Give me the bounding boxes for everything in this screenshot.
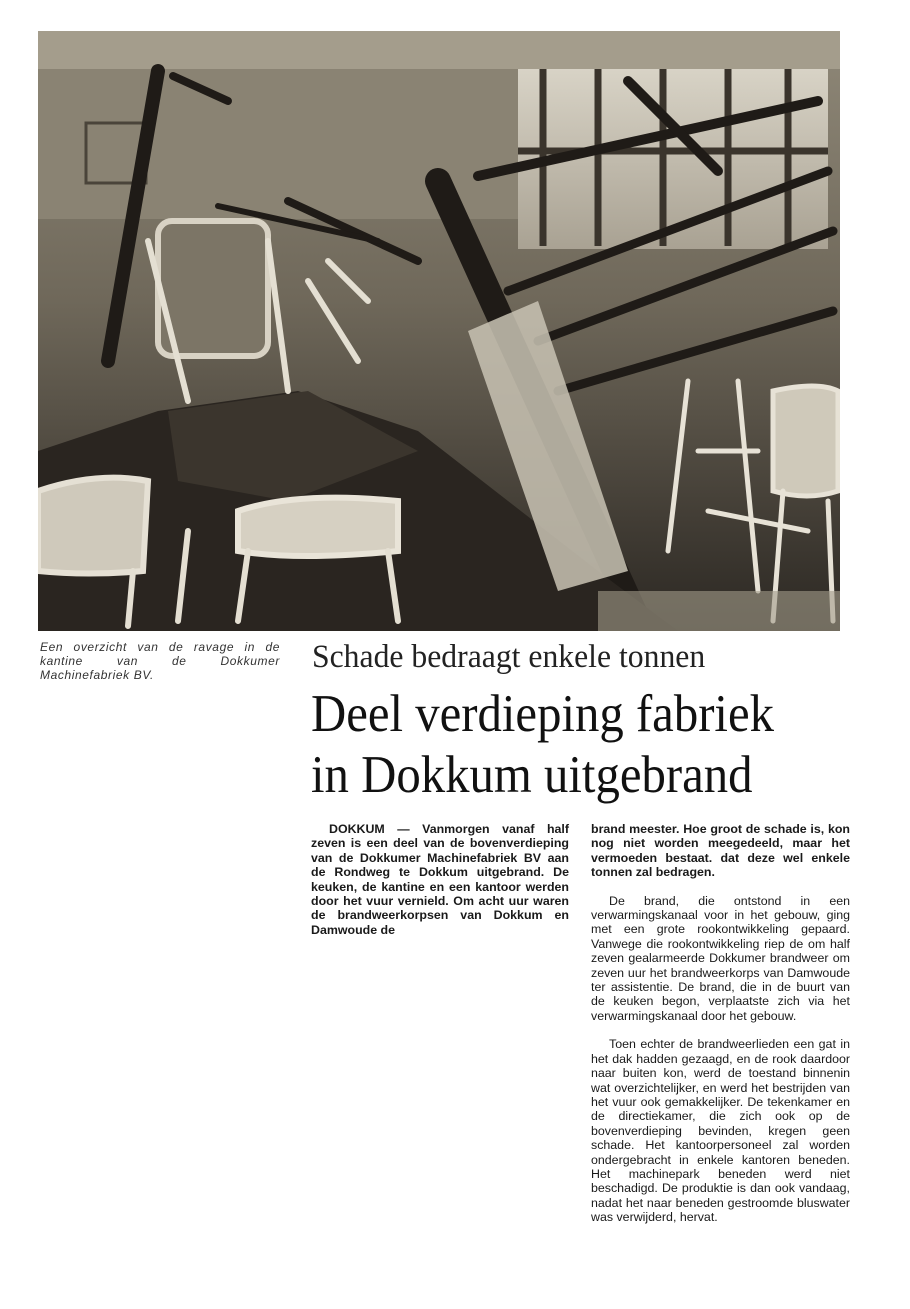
- article-column-2: [591, 822, 850, 1239]
- photo-caption: Een overzicht van de ravage in de kantine van de Dokkumer Machinefabriek BV.: [40, 640, 280, 682]
- article-lead-continuation: brand meester. Hoe groot de schade is, kon nog niet worden meegedeeld, maar het vermoeden bestaat. dat deze wel enkele tonnen zal bedragen.: [591, 822, 850, 880]
- headline-line-2: in Dokkum uitgebrand: [311, 746, 753, 804]
- photo-fire-damaged-canteen-icon: [38, 31, 840, 631]
- news-photo: [38, 31, 840, 631]
- article-paragraph-2: De brand, die ontstond in een verwarmingskanaal voor in het gebouw, ging met een grote rookontwikkeling gepaard. Vanwege die rookontwikkeling riep de om half zeven gealarmeerde Dokkumer brandweer om zeven uur het brandweerkorps van Damwoude ter assistentie. De brand, die in de buurt van de keuken begon, verplaatste zich via het verwarmingskanaal door het gebouw.: [591, 893, 850, 1023]
- article-paragraph-3: Toen echter de brandweerlieden een gat in het dak hadden gezaagd, en de rook daardoor naar buiten kon, werd de toestand binnenin wat overzichtelijker, en werd het bestrijden van het vuur ook gemakkelijker. De tekenkamer en de directiekamer, die zich ook op de bovenverdieping bevinden, kregen geen schade. Het kantoorpersoneel zal worden ondergebracht in enkele kantoren beneden. Het machinepark beneden werd niet beschadigd. De produktie is dan ook vandaag, nadat het naar beneden gestroomde bluswater was verwijderd, hervat.: [591, 1037, 850, 1225]
- kicker-headline: Schade bedraagt enkele tonnen: [312, 639, 706, 675]
- article-lead-paragraph: DOKKUM — Vanmorgen vanaf half zeven is een deel van de bovenverdieping van de Dokkumer Machinefabriek BV aan de Rondweg te Dokkum uitgebrand. De keuken, de kantine en een kantoor werden door het vuur vernield. Om acht uur waren de brandweerkorpsen van Dokkum en Damwoude de: [311, 822, 569, 937]
- article-column-1: [311, 822, 569, 937]
- main-headline: [311, 684, 845, 806]
- headline-line-1: Deel verdieping fabriek: [311, 685, 775, 743]
